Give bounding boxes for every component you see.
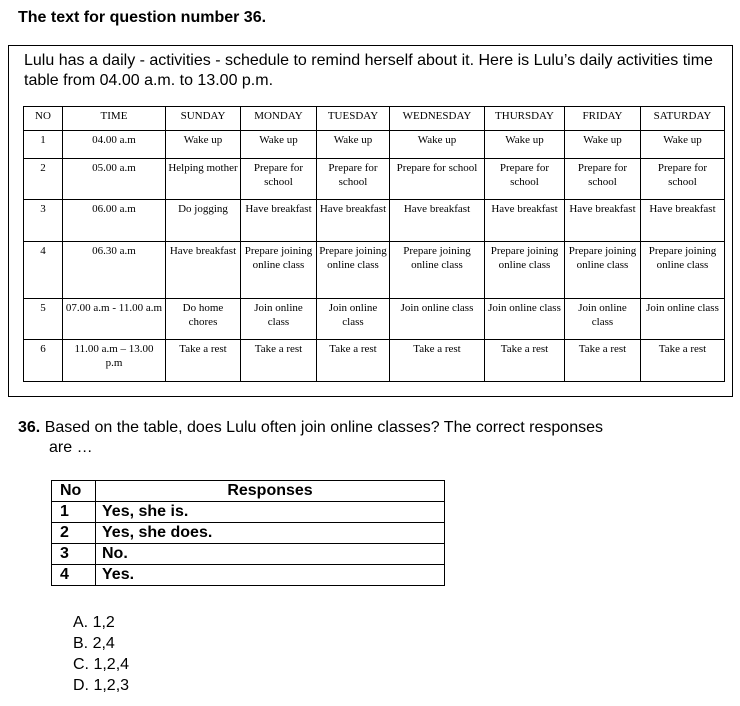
responses-header-responses: Responses [96,481,445,502]
response-no: 4 [52,565,96,586]
time-cell: 06.30 a.m [63,241,166,298]
activity-cell: Take a rest [317,340,390,382]
activity-cell: Have breakfast [485,200,565,241]
activity-cell: Have breakfast [390,200,485,241]
time-cell: 07.00 a.m - 11.00 a.m [63,299,166,340]
activity-cell: Prepare joining online class [565,241,641,298]
activity-cell: Prepare joining online class [641,241,725,298]
activity-cell: Helping mother [166,159,241,200]
activity-cell: Wake up [641,131,725,159]
schedule-table [23,106,725,382]
answer-options [73,612,129,696]
activity-cell: Prepare for school [390,159,485,200]
responses-header-row [52,481,445,502]
activity-cell: Take a rest [641,340,725,382]
question-36 [18,418,718,458]
activity-cell: Prepare for school [241,159,317,200]
response-row [52,544,445,565]
row-number-cell: 5 [24,299,63,340]
response-no: 2 [52,523,96,544]
header-sunday: SUNDAY [166,107,241,131]
activity-cell: Join online class [565,299,641,340]
question-continuation: are … [49,439,93,456]
option-d[interactable]: D. 1,2,3 [73,677,130,694]
response-text: Yes, she is. [96,502,445,523]
activity-cell: Have breakfast [166,241,241,298]
row-number-cell: 4 [24,241,63,298]
activity-cell: Take a rest [241,340,317,382]
activity-cell: Join online class [390,299,485,340]
activity-cell: Wake up [317,131,390,159]
activity-cell: Take a rest [485,340,565,382]
header-time: TIME [63,107,166,131]
header-tuesday: TUESDAY [317,107,390,131]
activity-cell: Prepare for school [317,159,390,200]
schedule-row [24,299,725,340]
text-heading: The text for question number 36. [18,9,267,26]
response-text: No. [96,544,445,565]
activity-cell: Wake up [485,131,565,159]
header-friday: FRIDAY [565,107,641,131]
option-c[interactable]: C. 1,2,4 [73,656,130,673]
activity-cell: Do jogging [166,200,241,241]
activity-cell: Have breakfast [565,200,641,241]
activity-cell: Wake up [390,131,485,159]
intro-paragraph: Lulu has a daily - activities - schedule to remind herself about it. Here is Lulu’s daily activities time table from 04.00 a.m. to 13.00 p.m. [24,52,713,89]
time-cell: 11.00 a.m – 13.00 p.m [63,340,166,382]
activity-cell: Join online class [485,299,565,340]
response-no: 1 [52,502,96,523]
response-row [52,565,445,586]
response-row [52,502,445,523]
activity-cell: Prepare for school [565,159,641,200]
option-a[interactable]: A. 1,2 [73,614,115,631]
schedule-row [24,159,725,200]
time-cell: 06.00 a.m [63,200,166,241]
header-no: NO [24,107,63,131]
activity-cell: Prepare for school [485,159,565,200]
activity-cell: Wake up [241,131,317,159]
schedule-row [24,241,725,298]
activity-cell: Prepare joining online class [485,241,565,298]
row-number-cell: 6 [24,340,63,382]
activity-cell: Prepare for school [641,159,725,200]
row-number-cell: 1 [24,131,63,159]
responses-header-no: No [52,481,96,502]
responses-table [51,480,445,586]
response-no: 3 [52,544,96,565]
activity-cell: Prepare joining online class [390,241,485,298]
question-number: 36. [18,419,41,436]
activity-cell: Take a rest [565,340,641,382]
response-row [52,523,445,544]
activity-cell: Join online class [241,299,317,340]
activity-cell: Have breakfast [641,200,725,241]
activity-cell: Join online class [317,299,390,340]
question-text: Based on the table, does Lulu often join online classes? The correct responses [44,419,603,436]
row-number-cell: 3 [24,200,63,241]
header-wednesday: WEDNESDAY [390,107,485,131]
activity-cell: Wake up [565,131,641,159]
activity-cell: Have breakfast [241,200,317,241]
schedule-row [24,200,725,241]
header-saturday: SATURDAY [641,107,725,131]
activity-cell: Join online class [641,299,725,340]
text-box [8,45,733,397]
activity-cell: Take a rest [166,340,241,382]
activity-cell: Prepare joining online class [241,241,317,298]
activity-cell: Wake up [166,131,241,159]
response-text: Yes. [96,565,445,586]
header-thursday: THURSDAY [485,107,565,131]
time-cell: 04.00 a.m [63,131,166,159]
response-text: Yes, she does. [96,523,445,544]
activity-cell: Take a rest [390,340,485,382]
option-b[interactable]: B. 2,4 [73,635,115,652]
time-cell: 05.00 a.m [63,159,166,200]
schedule-header-row [24,107,725,131]
activity-cell: Do home chores [166,299,241,340]
header-monday: MONDAY [241,107,317,131]
activity-cell: Have breakfast [317,200,390,241]
row-number-cell: 2 [24,159,63,200]
activity-cell: Prepare joining online class [317,241,390,298]
schedule-row [24,131,725,159]
schedule-row [24,340,725,382]
